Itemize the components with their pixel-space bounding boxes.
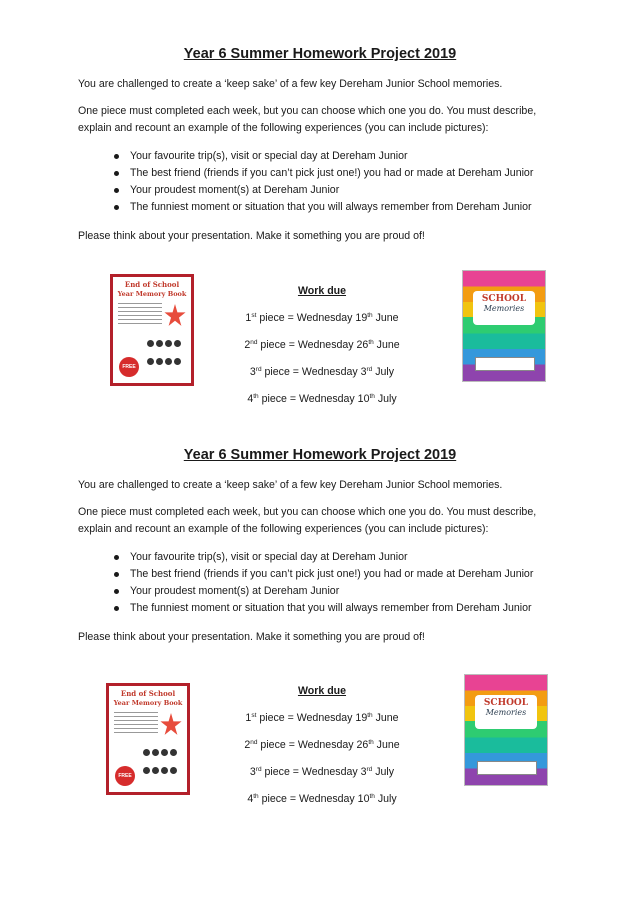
list-item (114, 199, 584, 216)
memory-book-image (106, 683, 190, 795)
ordinal-suffix: nd (250, 739, 258, 746)
faces-graphic (147, 335, 189, 371)
day-suffix: rd (366, 766, 373, 773)
due-text: piece = Wednesday 26 (257, 739, 369, 751)
cover-label (473, 291, 535, 325)
list-item (114, 165, 584, 182)
closing-text: Please think about your presentation. Make it something you are proud of! (78, 230, 425, 242)
due-text: piece = Wednesday 19 (256, 712, 368, 724)
ordinal-suffix: th (253, 393, 259, 400)
list-item-text: The funniest moment or situation that you will always remember from Dereham Junior (130, 201, 532, 213)
free-badge: FREE (115, 766, 135, 786)
day-suffix: th (369, 393, 375, 400)
piece-number: 3 (249, 766, 256, 778)
ordinal-suffix: nd (250, 339, 258, 346)
list-item-text: The funniest moment or situation that you will always remember from Dereham Junior (130, 602, 532, 614)
bullet-icon (114, 171, 119, 176)
due-month: July (372, 366, 395, 378)
due-row (222, 312, 422, 339)
section-title: Year 6 Summer Homework Project 2019 (183, 447, 457, 463)
instructions-line-2: explain and recount an example of the following experiences (you can include pictures): (78, 122, 489, 134)
due-month: June (373, 739, 400, 751)
due-row (222, 793, 422, 820)
intro-text: You are challenged to create a ‘keep sake’ of a few key Dereham Junior School memories. (78, 479, 503, 491)
name-box (477, 761, 537, 775)
ordinal-suffix: st (251, 312, 257, 319)
due-month: July (372, 766, 395, 778)
star-icon (164, 304, 186, 328)
day-suffix: th (368, 739, 374, 746)
memory-book-image (110, 274, 194, 386)
homework-section-2 (0, 447, 640, 847)
piece-number: 4 (247, 793, 254, 805)
due-month: July (374, 393, 397, 405)
section-title: Year 6 Summer Homework Project 2019 (183, 46, 457, 62)
piece-number: 1 (245, 312, 252, 324)
list-item-text: Your proudest moment(s) at Dereham Junior (130, 585, 340, 597)
due-row (222, 393, 422, 420)
cover-label (475, 695, 537, 729)
due-text: piece = Wednesday 10 (258, 393, 370, 405)
ordinal-suffix: st (251, 712, 257, 719)
list-item (114, 182, 584, 199)
due-text: piece = Wednesday 10 (258, 793, 370, 805)
list-item (114, 566, 584, 583)
piece-number: 2 (244, 739, 251, 751)
writing-lines (118, 303, 162, 327)
cover-subtitle: Memories (483, 304, 525, 313)
day-suffix: rd (366, 366, 373, 373)
due-row (222, 366, 422, 393)
experience-list (114, 549, 584, 617)
due-text: piece = Wednesday 3 (261, 766, 367, 778)
school-memories-cover-image (464, 674, 548, 786)
list-item (114, 148, 584, 165)
memory-book-subtitle: Year Memory Book (117, 290, 187, 298)
due-row (222, 739, 422, 766)
due-row (222, 766, 422, 793)
cover-title: SCHOOL (483, 698, 529, 708)
due-text: piece = Wednesday 26 (257, 339, 369, 351)
list-item-text: The best friend (friends if you can’t pick just one!) you had or made at Dereham Junior (130, 568, 534, 580)
list-item-text: The best friend (friends if you can’t pick just one!) you had or made at Dereham Junior (130, 167, 534, 179)
experience-list (114, 148, 584, 216)
day-suffix: th (369, 793, 375, 800)
due-text: piece = Wednesday 19 (256, 312, 368, 324)
piece-number: 3 (249, 366, 256, 378)
due-month: June (373, 339, 400, 351)
free-badge: FREE (119, 357, 139, 377)
list-item (114, 549, 584, 566)
instructions-line-1: One piece must completed each week, but you can choose which one you do. You must describe, (78, 506, 537, 518)
work-due-heading: Work due (297, 285, 347, 297)
closing-text: Please think about your presentation. Make it something you are proud of! (78, 631, 425, 643)
name-box (475, 357, 535, 371)
memory-book-title: End of School (124, 280, 180, 289)
ordinal-suffix: th (253, 793, 259, 800)
memory-book-subtitle: Year Memory Book (113, 699, 183, 707)
cover-title: SCHOOL (481, 294, 527, 304)
due-month: July (374, 793, 397, 805)
ordinal-suffix: rd (255, 766, 262, 773)
due-row (222, 339, 422, 366)
bullet-icon (114, 606, 119, 611)
day-suffix: th (367, 712, 373, 719)
piece-number: 2 (244, 339, 251, 351)
list-item-text: Your favourite trip(s), visit or special day at Dereham Junior (130, 150, 408, 162)
due-text: piece = Wednesday 3 (261, 366, 367, 378)
piece-number: 4 (247, 393, 254, 405)
bullet-icon (114, 572, 119, 577)
due-row (222, 712, 422, 739)
intro-text: You are challenged to create a ‘keep sake’ of a few key Dereham Junior School memories. (78, 78, 503, 90)
due-month: June (372, 312, 399, 324)
instructions-line-1: One piece must completed each week, but you can choose which one you do. You must describe, (78, 105, 537, 117)
bullet-icon (114, 188, 119, 193)
writing-lines (114, 712, 158, 736)
day-suffix: th (368, 339, 374, 346)
list-item (114, 583, 584, 600)
bullet-icon (114, 205, 119, 210)
cover-subtitle: Memories (485, 708, 527, 717)
bullet-icon (114, 589, 119, 594)
homework-section-1 (0, 46, 640, 446)
ordinal-suffix: rd (255, 366, 262, 373)
school-memories-cover-image (462, 270, 546, 382)
day-suffix: th (367, 312, 373, 319)
instructions-line-2: explain and recount an example of the following experiences (you can include pictures): (78, 523, 489, 535)
list-item (114, 600, 584, 617)
list-item-text: Your favourite trip(s), visit or special day at Dereham Junior (130, 551, 408, 563)
list-item-text: Your proudest moment(s) at Dereham Junior (130, 184, 340, 196)
work-due-heading: Work due (297, 685, 347, 697)
work-due-block (222, 285, 422, 420)
star-icon (160, 713, 182, 737)
piece-number: 1 (245, 712, 252, 724)
bullet-icon (114, 555, 119, 560)
due-month: June (372, 712, 399, 724)
memory-book-title: End of School (120, 689, 176, 698)
bullet-icon (114, 154, 119, 159)
faces-graphic (143, 744, 185, 780)
work-due-block (222, 685, 422, 820)
